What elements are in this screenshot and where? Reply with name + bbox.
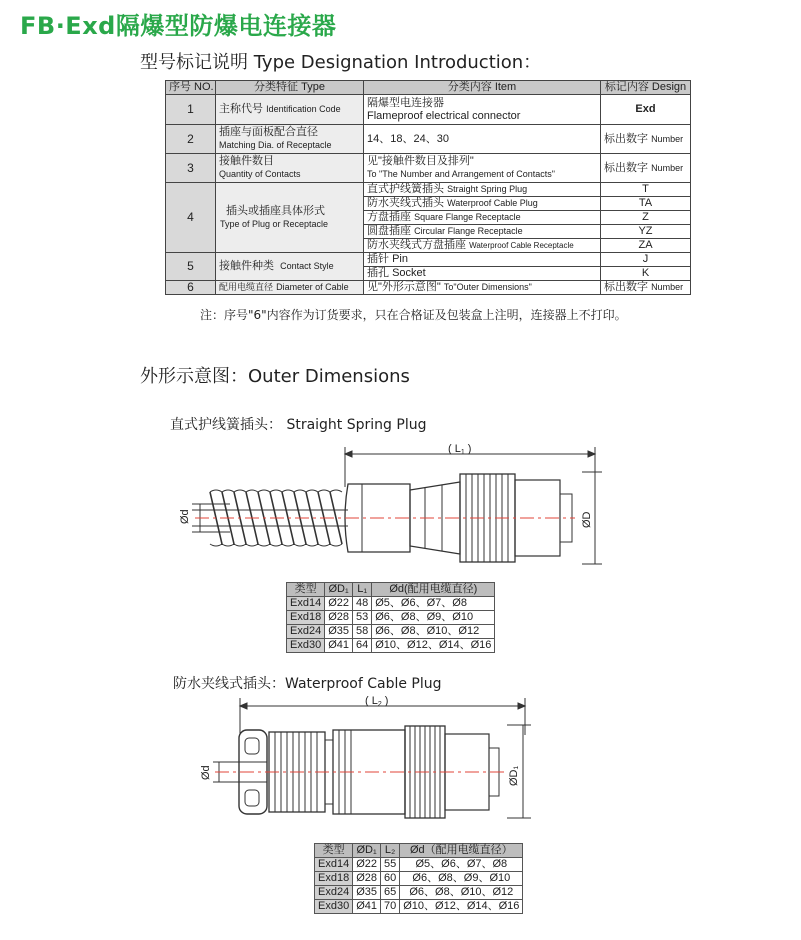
dim-diameter-label: ØD₁ [508, 765, 520, 786]
content-cell: 14、18、24、30 [364, 125, 601, 154]
feature-en: Identification Code [266, 104, 341, 114]
header-cable: Ød(配用电缆直径) [372, 583, 495, 597]
cell-cable: Ø6、Ø8、Ø10、Ø12 [400, 886, 523, 900]
cell-d1: Ø35 [353, 886, 381, 900]
header-type: 类型 [287, 583, 325, 597]
table-row [287, 625, 495, 639]
table-row [287, 597, 495, 611]
table-row [315, 886, 523, 900]
cell-l2: 70 [381, 900, 400, 914]
mark-cell [601, 281, 691, 295]
cell-cable: Ø10、Ø12、Ø14、Ø16 [400, 900, 523, 914]
waterproof-plug-table [314, 843, 523, 914]
item-cn: 防水夹线式方盘插座 [367, 239, 466, 251]
header-l2: L₂ [381, 844, 400, 858]
table-row [315, 872, 523, 886]
item-cn: 插针 [367, 253, 389, 265]
table-row [287, 611, 495, 625]
cell-d1: Ø28 [353, 872, 381, 886]
feature-cn: 插头或插座具体形式 [226, 204, 325, 217]
cell-d1: Ø22 [325, 597, 353, 611]
mark-cell: TA [601, 197, 691, 211]
cell-l2: 55 [381, 858, 400, 872]
item-en: Waterproof Cable Plug [447, 198, 538, 208]
header-d1: ØD₁ [325, 583, 353, 597]
dim-cable-label: Ød [179, 509, 191, 524]
item-en: Pin [392, 253, 408, 265]
feature-cn: 主称代号 [219, 103, 263, 115]
item-cn: 方盘插座 [367, 211, 411, 223]
content-cn: 见"接触件数目及排列" [367, 155, 474, 167]
feature-en: Matching Dia. of Receptacle [219, 140, 332, 150]
item-cn: 插孔 [367, 267, 389, 279]
content-cell [364, 281, 601, 295]
mark-cell: Exd [601, 95, 691, 125]
cell-d1: Ø41 [353, 900, 381, 914]
mark-cell [601, 125, 691, 154]
content-cell [364, 183, 601, 197]
mark-cell: Z [601, 211, 691, 225]
table-row [166, 281, 691, 295]
mark-en: Number [651, 162, 684, 173]
content-cell [364, 253, 601, 267]
table-row [166, 154, 691, 183]
table-row [315, 900, 523, 914]
feature-cell [216, 154, 364, 183]
row-number: 3 [166, 154, 216, 183]
content-en: To"Outer Dimensions" [443, 282, 532, 292]
mark-cell: ZA [601, 239, 691, 253]
table-row [315, 858, 523, 872]
dim-diameter-label: ØD [581, 511, 593, 528]
header-l1: L₁ [353, 583, 372, 597]
content-cn: 见"外形示意图" [367, 281, 441, 293]
table-row [166, 95, 691, 125]
cell-l2: 60 [381, 872, 400, 886]
cell-cable: Ø10、Ø12、Ø14、Ø16 [372, 639, 495, 653]
feature-cell [216, 281, 364, 295]
cell-type: Exd30 [287, 639, 325, 653]
row-number: 4 [166, 183, 216, 253]
mark-cn: 标出数字 [604, 132, 648, 145]
table-row [166, 183, 691, 197]
feature-cn: 插座与面板配合直径 [219, 126, 318, 138]
table-header-row [287, 583, 495, 597]
cell-cable: Ø6、Ø8、Ø9、Ø10 [372, 611, 495, 625]
order-note: 注：序号"6"内容作为订货要求，只在合格证及包装盒上注明，连接器上不打印。 [200, 308, 627, 322]
waterproof-plug-drawing [195, 690, 540, 835]
cell-type: Exd14 [315, 858, 353, 872]
cell-l1: 64 [353, 639, 372, 653]
feature-cell [216, 125, 364, 154]
header-type: 类型 [315, 844, 353, 858]
table-row [166, 125, 691, 154]
mark-en: Number [651, 282, 684, 292]
item-cn: 直式护线簧插头 [367, 183, 444, 195]
waterproof-plug-label: 防水夹线式插头：Waterproof Cable Plug [173, 676, 442, 692]
mark-cell: YZ [601, 225, 691, 239]
mark-cn: 标出数字 [604, 161, 648, 174]
item-en: Waterproof Cable Receptacle [469, 241, 574, 250]
content-cell [364, 225, 601, 239]
cell-type: Exd24 [287, 625, 325, 639]
content-en: To "The Number and Arrangement of Contacts" [367, 169, 555, 179]
row-number: 5 [166, 253, 216, 281]
dim-cable-label: Ød [200, 765, 212, 780]
content-cell [364, 211, 601, 225]
content-cn: 隔爆型电连接器 [367, 96, 444, 109]
cell-cable: Ø5、Ø6、Ø7、Ø8 [372, 597, 495, 611]
header-cable: Ød（配用电缆直径） [400, 844, 523, 858]
row-number: 6 [166, 281, 216, 295]
item-cn: 防水夹线式插头 [367, 197, 444, 209]
mark-cell: J [601, 253, 691, 267]
cell-l1: 53 [353, 611, 372, 625]
cell-cable: Ø6、Ø8、Ø9、Ø10 [400, 872, 523, 886]
row-number: 1 [166, 95, 216, 125]
outer-dimensions-heading: 外形示意图：Outer Dimensions [140, 366, 410, 387]
cell-l1: 48 [353, 597, 372, 611]
header-d1: ØD₁ [353, 844, 381, 858]
item-cn: 圆盘插座 [367, 225, 411, 237]
cell-l2: 65 [381, 886, 400, 900]
cell-d1: Ø41 [325, 639, 353, 653]
mark-cell [601, 154, 691, 183]
cell-type: Exd24 [315, 886, 353, 900]
feature-cell [216, 253, 364, 281]
header-no: 序号 NO. [166, 81, 216, 95]
table-header-row [315, 844, 523, 858]
cell-cable: Ø6、Ø8、Ø10、Ø12 [372, 625, 495, 639]
item-en: Circular Flange Receptacle [414, 226, 523, 236]
cell-type: Exd30 [315, 900, 353, 914]
content-cell [364, 197, 601, 211]
cell-d1: Ø35 [325, 625, 353, 639]
cell-d1: Ø22 [353, 858, 381, 872]
content-cell [364, 154, 601, 183]
mark-cell: T [601, 183, 691, 197]
dim-length-label: ( L2 ) [365, 695, 389, 708]
item-en: Straight Spring Plug [447, 184, 528, 194]
feature-en: Type of Plug or Receptacle [220, 218, 329, 229]
content-en: Flameproof electrical connector [367, 109, 521, 122]
dim-length-label: ( L1 ) [448, 443, 472, 456]
row-number: 2 [166, 125, 216, 154]
feature-cn: 配用电缆直径 [219, 282, 274, 292]
feature-cell [216, 95, 364, 125]
straight-plug-drawing [170, 432, 610, 577]
item-en: Square Flange Receptacle [414, 212, 521, 222]
content-cell [364, 267, 601, 281]
straight-plug-label: 直式护线簧插头： Straight Spring Plug [170, 417, 427, 433]
header-content: 分类内容 Item [364, 81, 601, 95]
type-designation-heading: 型号标记说明 Type Designation Introduction： [140, 52, 542, 73]
page-title: FB·Exd隔爆型防爆电连接器 [20, 12, 337, 40]
feature-en: Contact Style [280, 261, 334, 271]
cell-type: Exd14 [287, 597, 325, 611]
cell-d1: Ø28 [325, 611, 353, 625]
content-cell [364, 239, 601, 253]
table-row [287, 639, 495, 653]
cell-l1: 58 [353, 625, 372, 639]
feature-cn: 接触件种类 [219, 260, 274, 272]
mark-cell: K [601, 267, 691, 281]
type-designation-table [165, 80, 691, 295]
feature-cn: 接触件数目 [219, 155, 274, 167]
table-row [166, 253, 691, 267]
header-feature: 分类特征 Type [216, 81, 364, 95]
feature-en: Quantity of Contacts [219, 169, 301, 179]
straight-plug-table [286, 582, 495, 653]
cell-cable: Ø5、Ø6、Ø7、Ø8 [400, 858, 523, 872]
table-header-row [166, 81, 691, 95]
feature-en: Diameter of Cable [276, 282, 349, 292]
content-cell [364, 95, 601, 125]
mark-en: Number [651, 133, 684, 144]
mark-cn: 标出数字 [604, 281, 648, 293]
cell-type: Exd18 [287, 611, 325, 625]
header-mark: 标记内容 Design [601, 81, 691, 95]
item-en: Socket [392, 267, 426, 279]
feature-cell [216, 183, 364, 253]
cell-type: Exd18 [315, 872, 353, 886]
